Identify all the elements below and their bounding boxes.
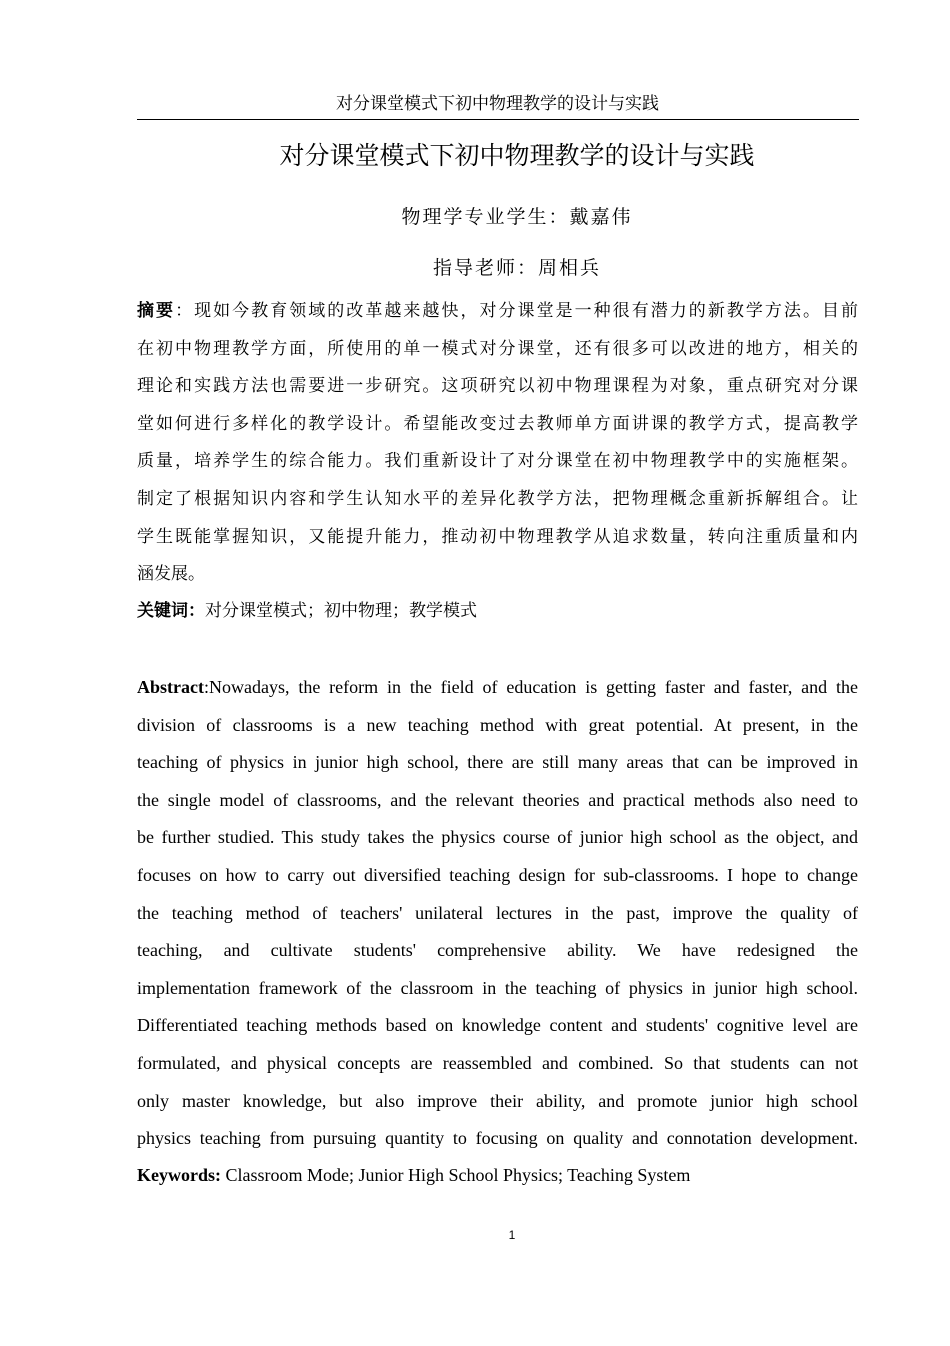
abstract-line: 理论和实践方法也需要进一步研究。这项研究以初中物理课程为对象，重点研究对分课 — [137, 376, 858, 397]
abstract-line: only master knowledge, but also improve their ability, and promote junior high school — [137, 1090, 858, 1111]
advisor-line: 指导老师：周相兵 — [432, 257, 601, 279]
abstract-line: 质量，培养学生的综合能力。我们重新设计了对分课堂在初中物理教学中的实施框架。 — [137, 451, 858, 472]
abstract-line: teaching of physics in junior high school, there are still many areas that can be improved in — [137, 752, 858, 773]
abstract-line: Differentiated teaching methods based on knowledge content and students' cognitive level are — [137, 1015, 858, 1036]
abstract-line: 堂如何进行多样化的教学设计。希望能改变过去教师单方面讲课的教学方式，提高教学 — [137, 413, 858, 434]
keywords-value: 对分课堂模式；初中物理；教学模式 — [205, 601, 477, 621]
abstract-line: division of classrooms is a new teaching method with great potential. At present, in the — [137, 714, 858, 735]
page-title: 对分课堂模式下初中物理教学的设计与实践 — [279, 141, 755, 170]
chinese-abstract — [137, 299, 858, 600]
english-abstract — [137, 675, 858, 1164]
keywords-value: Classroom Mode; Junior High School Physics; Teaching System — [221, 1165, 691, 1185]
abstract-line: focuses on how to carry out diversified teaching design for sub-classrooms. I hope to change — [137, 864, 858, 885]
abstract-line: 涵发展。 — [137, 564, 205, 585]
english-keywords — [137, 1163, 690, 1187]
abstract-line: the single model of classrooms, and the relevant theories and practical methods also need to — [137, 789, 858, 810]
abstract-line: 在初中物理教学方面，所使用的单一模式对分课堂，还有很多可以改进的地方，相关的 — [137, 338, 858, 359]
chinese-keywords — [137, 599, 477, 623]
running-header: 对分课堂模式下初中物理教学的设计与实践 — [336, 94, 659, 114]
abstract-line: physics teaching from pursuing quantity to focusing on quality and connotation development. — [137, 1128, 858, 1149]
abstract-label: Abstract — [137, 677, 204, 697]
abstract-line: be further studied. This study takes the physics course of junior high school as the object, and — [137, 827, 858, 848]
abstract-line: implementation framework of the classroom in the teaching of physics in junior high school. — [137, 977, 858, 998]
keywords-label: Keywords: — [137, 1165, 221, 1185]
abstract-label: 摘要 — [137, 301, 176, 321]
keywords-label: 关键词： — [137, 601, 205, 621]
abstract-line: 制定了根据知识内容和学生认知水平的差异化教学方法，把物理概念重新拆解组合。让 — [137, 488, 858, 509]
abstract-line: Abstract:Nowadays, the reform in the field of education is getting faster and faster, and the — [137, 677, 858, 697]
header-divider — [137, 119, 859, 120]
abstract-line: 学生既能掌握知识，又能提升能力，推动初中物理教学从追求数量，转向注重质量和内 — [137, 526, 858, 547]
page-number: 1 — [508, 1228, 516, 1242]
abstract-line: formulated, and physical concepts are reassembled and combined. So that students can not — [137, 1052, 858, 1073]
abstract-line: the teaching method of teachers' unilateral lectures in the past, improve the quality of — [137, 902, 858, 923]
abstract-line: 摘要：现如今教育领域的改革越来越快，对分课堂是一种很有潜力的新教学方法。目前 — [137, 301, 859, 321]
author-line: 物理学专业学生：戴嘉伟 — [401, 206, 633, 228]
abstract-line: teaching, and cultivate students' comprehensive ability. We have redesigned the — [137, 940, 858, 961]
